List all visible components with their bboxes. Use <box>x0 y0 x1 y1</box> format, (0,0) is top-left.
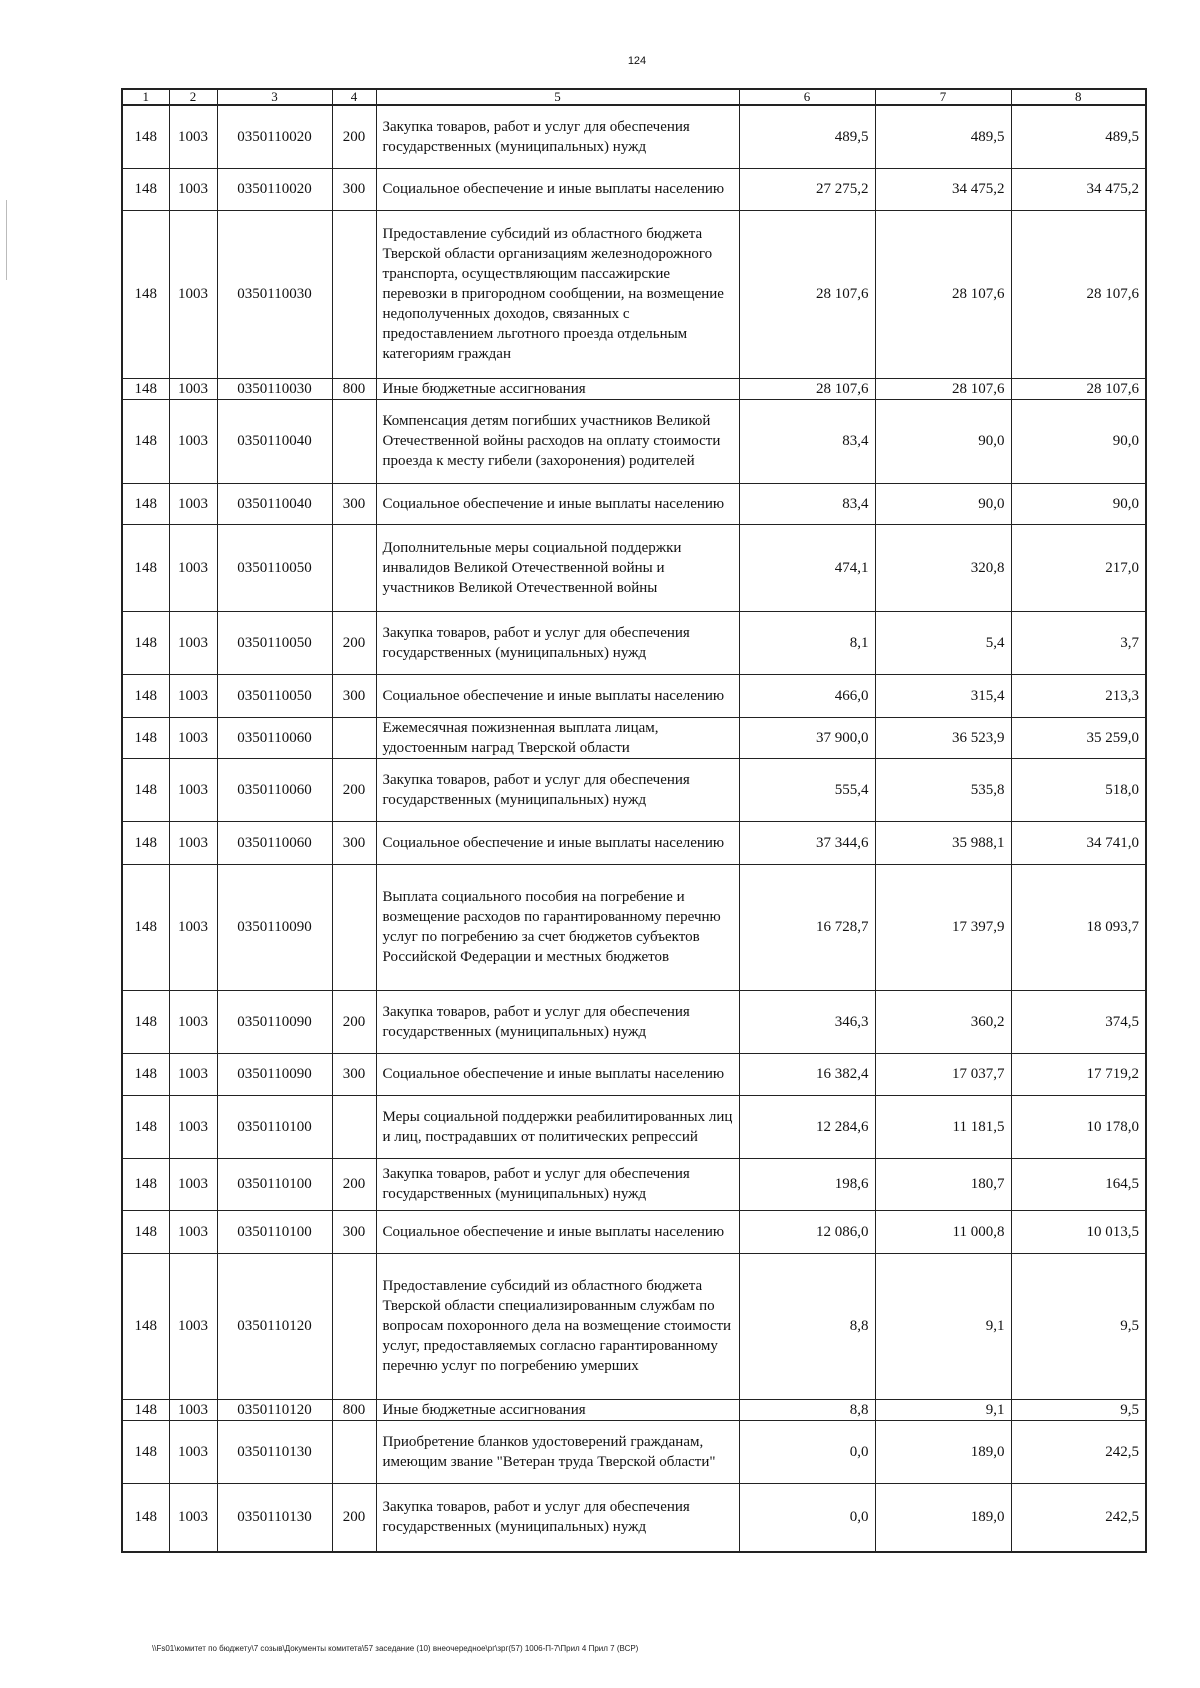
scan-edge-mark <box>6 200 7 280</box>
admin-code-cell: 148 <box>122 210 169 378</box>
budget-table <box>121 88 1147 1553</box>
expense-type-cell: 300 <box>332 1053 376 1095</box>
section-code-cell: 1003 <box>169 758 217 821</box>
amount-year1-cell: 37 344,6 <box>739 821 875 864</box>
expense-type-cell: 200 <box>332 105 376 168</box>
footer-file-path: \\Fs01\комитет по бюджету\7 созыв\Документы комитета\57 заседание (10) внеочередное\рг\зрг(57) 1006-П-7\Прил 4 Прил 7 (ВСР) <box>152 1644 639 1653</box>
table-row <box>122 758 1146 821</box>
amount-year3-cell: 90,0 <box>1011 483 1146 524</box>
amount-year3-cell: 518,0 <box>1011 758 1146 821</box>
section-code-cell: 1003 <box>169 674 217 717</box>
table-row <box>122 717 1146 758</box>
target-article-cell: 0350110020 <box>217 168 332 210</box>
amount-year3-cell: 28 107,6 <box>1011 210 1146 378</box>
section-code-cell: 1003 <box>169 1210 217 1253</box>
expense-type-cell: 200 <box>332 758 376 821</box>
target-article-cell: 0350110060 <box>217 717 332 758</box>
column-header: 6 <box>739 89 875 105</box>
target-article-cell: 0350110100 <box>217 1158 332 1210</box>
amount-year3-cell: 242,5 <box>1011 1483 1146 1552</box>
admin-code-cell: 148 <box>122 674 169 717</box>
amount-year3-cell: 3,7 <box>1011 611 1146 674</box>
amount-year1-cell: 16 382,4 <box>739 1053 875 1095</box>
amount-year3-cell: 9,5 <box>1011 1253 1146 1399</box>
expense-type-cell <box>332 1253 376 1399</box>
section-code-cell: 1003 <box>169 378 217 399</box>
budget-table-wrapper <box>121 88 1147 1553</box>
amount-year1-cell: 8,1 <box>739 611 875 674</box>
amount-year1-cell: 346,3 <box>739 990 875 1053</box>
admin-code-cell: 148 <box>122 990 169 1053</box>
amount-year2-cell: 36 523,9 <box>875 717 1011 758</box>
table-row <box>122 1158 1146 1210</box>
amount-year2-cell: 189,0 <box>875 1483 1011 1552</box>
expense-type-cell: 300 <box>332 674 376 717</box>
amount-year3-cell: 374,5 <box>1011 990 1146 1053</box>
expense-type-cell: 200 <box>332 1483 376 1552</box>
description-cell: Предоставление субсидий из областного бюджета Тверской области специализированным службам по вопросам похоронного дела на возмещение стоимости услуг, предоставляемых согласно гарантированному перечню услуг по погребению умерших <box>376 1253 739 1399</box>
table-row <box>122 524 1146 611</box>
expense-type-cell: 200 <box>332 990 376 1053</box>
section-code-cell: 1003 <box>169 105 217 168</box>
column-header: 8 <box>1011 89 1146 105</box>
amount-year3-cell: 90,0 <box>1011 399 1146 483</box>
table-row <box>122 1095 1146 1158</box>
expense-type-cell <box>332 210 376 378</box>
target-article-cell: 0350110040 <box>217 399 332 483</box>
amount-year1-cell: 12 086,0 <box>739 1210 875 1253</box>
description-cell: Выплата социального пособия на погребение и возмещение расходов по гарантированному перечню услуг по погребению за счет бюджетов субъектов Российской Федерации и местных бюджетов <box>376 864 739 990</box>
amount-year3-cell: 242,5 <box>1011 1420 1146 1483</box>
table-row <box>122 821 1146 864</box>
section-code-cell: 1003 <box>169 524 217 611</box>
target-article-cell: 0350110090 <box>217 1053 332 1095</box>
target-article-cell: 0350110120 <box>217 1399 332 1420</box>
amount-year2-cell: 17 037,7 <box>875 1053 1011 1095</box>
admin-code-cell: 148 <box>122 105 169 168</box>
description-cell: Социальное обеспечение и иные выплаты населению <box>376 483 739 524</box>
description-cell: Компенсация детям погибших участников Великой Отечественной войны расходов на оплату стоимости проезда к месту гибели (захоронения) родителей <box>376 399 739 483</box>
description-cell: Социальное обеспечение и иные выплаты населению <box>376 1210 739 1253</box>
column-header: 1 <box>122 89 169 105</box>
section-code-cell: 1003 <box>169 168 217 210</box>
amount-year3-cell: 17 719,2 <box>1011 1053 1146 1095</box>
section-code-cell: 1003 <box>169 1158 217 1210</box>
amount-year3-cell: 9,5 <box>1011 1399 1146 1420</box>
admin-code-cell: 148 <box>122 399 169 483</box>
expense-type-cell: 200 <box>332 1158 376 1210</box>
table-row <box>122 1420 1146 1483</box>
admin-code-cell: 148 <box>122 1253 169 1399</box>
description-cell: Социальное обеспечение и иные выплаты населению <box>376 821 739 864</box>
description-cell: Закупка товаров, работ и услуг для обеспечения государственных (муниципальных) нужд <box>376 1158 739 1210</box>
table-row <box>122 399 1146 483</box>
section-code-cell: 1003 <box>169 821 217 864</box>
amount-year3-cell: 34 475,2 <box>1011 168 1146 210</box>
amount-year3-cell: 10 178,0 <box>1011 1095 1146 1158</box>
table-row <box>122 168 1146 210</box>
admin-code-cell: 148 <box>122 611 169 674</box>
description-cell: Закупка товаров, работ и услуг для обеспечения государственных (муниципальных) нужд <box>376 611 739 674</box>
column-number-header-row <box>122 89 1146 105</box>
admin-code-cell: 148 <box>122 1483 169 1552</box>
amount-year2-cell: 9,1 <box>875 1399 1011 1420</box>
admin-code-cell: 148 <box>122 1210 169 1253</box>
column-header: 4 <box>332 89 376 105</box>
description-cell: Социальное обеспечение и иные выплаты населению <box>376 1053 739 1095</box>
section-code-cell: 1003 <box>169 611 217 674</box>
amount-year2-cell: 11 181,5 <box>875 1095 1011 1158</box>
target-article-cell: 0350110130 <box>217 1483 332 1552</box>
section-code-cell: 1003 <box>169 399 217 483</box>
amount-year2-cell: 90,0 <box>875 399 1011 483</box>
amount-year2-cell: 17 397,9 <box>875 864 1011 990</box>
target-article-cell: 0350110100 <box>217 1095 332 1158</box>
admin-code-cell: 148 <box>122 717 169 758</box>
amount-year1-cell: 555,4 <box>739 758 875 821</box>
expense-type-cell: 200 <box>332 611 376 674</box>
section-code-cell: 1003 <box>169 864 217 990</box>
table-row <box>122 864 1146 990</box>
expense-type-cell <box>332 399 376 483</box>
amount-year3-cell: 164,5 <box>1011 1158 1146 1210</box>
amount-year2-cell: 315,4 <box>875 674 1011 717</box>
amount-year1-cell: 8,8 <box>739 1399 875 1420</box>
table-row <box>122 674 1146 717</box>
admin-code-cell: 148 <box>122 821 169 864</box>
expense-type-cell <box>332 1095 376 1158</box>
section-code-cell: 1003 <box>169 483 217 524</box>
target-article-cell: 0350110090 <box>217 864 332 990</box>
table-row <box>122 1253 1146 1399</box>
target-article-cell: 0350110040 <box>217 483 332 524</box>
target-article-cell: 0350110060 <box>217 758 332 821</box>
section-code-cell: 1003 <box>169 1420 217 1483</box>
description-cell: Социальное обеспечение и иные выплаты населению <box>376 168 739 210</box>
admin-code-cell: 148 <box>122 1420 169 1483</box>
amount-year2-cell: 35 988,1 <box>875 821 1011 864</box>
admin-code-cell: 148 <box>122 758 169 821</box>
target-article-cell: 0350110090 <box>217 990 332 1053</box>
target-article-cell: 0350110030 <box>217 378 332 399</box>
column-header: 2 <box>169 89 217 105</box>
section-code-cell: 1003 <box>169 1053 217 1095</box>
table-row <box>122 611 1146 674</box>
description-cell: Меры социальной поддержки реабилитированных лиц и лиц, пострадавших от политических репрессий <box>376 1095 739 1158</box>
description-cell: Закупка товаров, работ и услуг для обеспечения государственных (муниципальных) нужд <box>376 1483 739 1552</box>
amount-year3-cell: 489,5 <box>1011 105 1146 168</box>
amount-year1-cell: 27 275,2 <box>739 168 875 210</box>
amount-year2-cell: 11 000,8 <box>875 1210 1011 1253</box>
description-cell: Ежемесячная пожизненная выплата лицам, удостоенным наград Тверской области <box>376 717 739 758</box>
table-row <box>122 378 1146 399</box>
expense-type-cell: 800 <box>332 1399 376 1420</box>
amount-year1-cell: 37 900,0 <box>739 717 875 758</box>
description-cell: Иные бюджетные ассигнования <box>376 378 739 399</box>
amount-year2-cell: 180,7 <box>875 1158 1011 1210</box>
admin-code-cell: 148 <box>122 168 169 210</box>
section-code-cell: 1003 <box>169 717 217 758</box>
admin-code-cell: 148 <box>122 1053 169 1095</box>
amount-year2-cell: 5,4 <box>875 611 1011 674</box>
page-number: 124 <box>627 55 647 67</box>
description-cell: Закупка товаров, работ и услуг для обеспечения государственных (муниципальных) нужд <box>376 105 739 168</box>
column-header: 7 <box>875 89 1011 105</box>
description-cell: Предоставление субсидий из областного бюджета Тверской области организациям железнодорожного транспорта, осуществляющим пассажирские перевозки в пригородном сообщении, на возмещение недополученных доходов, связанных с предоставлением льготного проезда отдельным категориям граждан <box>376 210 739 378</box>
amount-year1-cell: 0,0 <box>739 1483 875 1552</box>
table-row <box>122 1210 1146 1253</box>
expense-type-cell: 300 <box>332 821 376 864</box>
admin-code-cell: 148 <box>122 1399 169 1420</box>
amount-year1-cell: 8,8 <box>739 1253 875 1399</box>
amount-year2-cell: 9,1 <box>875 1253 1011 1399</box>
expense-type-cell <box>332 1420 376 1483</box>
admin-code-cell: 148 <box>122 483 169 524</box>
expense-type-cell: 800 <box>332 378 376 399</box>
amount-year1-cell: 28 107,6 <box>739 210 875 378</box>
section-code-cell: 1003 <box>169 1253 217 1399</box>
amount-year1-cell: 12 284,6 <box>739 1095 875 1158</box>
column-header: 3 <box>217 89 332 105</box>
amount-year2-cell: 360,2 <box>875 990 1011 1053</box>
admin-code-cell: 148 <box>122 1158 169 1210</box>
expense-type-cell: 300 <box>332 483 376 524</box>
expense-type-cell <box>332 864 376 990</box>
amount-year2-cell: 90,0 <box>875 483 1011 524</box>
table-row <box>122 990 1146 1053</box>
column-header: 5 <box>376 89 739 105</box>
target-article-cell: 0350110130 <box>217 1420 332 1483</box>
amount-year1-cell: 474,1 <box>739 524 875 611</box>
target-article-cell: 0350110020 <box>217 105 332 168</box>
section-code-cell: 1003 <box>169 990 217 1053</box>
amount-year3-cell: 34 741,0 <box>1011 821 1146 864</box>
amount-year1-cell: 0,0 <box>739 1420 875 1483</box>
description-cell: Дополнительные меры социальной поддержки инвалидов Великой Отечественной войны и участников Великой Отечественной войны <box>376 524 739 611</box>
admin-code-cell: 148 <box>122 864 169 990</box>
description-cell: Закупка товаров, работ и услуг для обеспечения государственных (муниципальных) нужд <box>376 990 739 1053</box>
amount-year3-cell: 18 093,7 <box>1011 864 1146 990</box>
amount-year2-cell: 535,8 <box>875 758 1011 821</box>
admin-code-cell: 148 <box>122 524 169 611</box>
target-article-cell: 0350110030 <box>217 210 332 378</box>
amount-year1-cell: 83,4 <box>739 483 875 524</box>
section-code-cell: 1003 <box>169 1483 217 1552</box>
description-cell: Иные бюджетные ассигнования <box>376 1399 739 1420</box>
target-article-cell: 0350110120 <box>217 1253 332 1399</box>
amount-year2-cell: 28 107,6 <box>875 378 1011 399</box>
amount-year1-cell: 16 728,7 <box>739 864 875 990</box>
section-code-cell: 1003 <box>169 1095 217 1158</box>
amount-year3-cell: 28 107,6 <box>1011 378 1146 399</box>
amount-year1-cell: 466,0 <box>739 674 875 717</box>
table-row <box>122 210 1146 378</box>
section-code-cell: 1003 <box>169 1399 217 1420</box>
amount-year2-cell: 28 107,6 <box>875 210 1011 378</box>
expense-type-cell: 300 <box>332 168 376 210</box>
amount-year3-cell: 213,3 <box>1011 674 1146 717</box>
section-code-cell: 1003 <box>169 210 217 378</box>
table-row <box>122 1483 1146 1552</box>
amount-year1-cell: 83,4 <box>739 399 875 483</box>
target-article-cell: 0350110050 <box>217 674 332 717</box>
amount-year3-cell: 217,0 <box>1011 524 1146 611</box>
amount-year1-cell: 28 107,6 <box>739 378 875 399</box>
amount-year2-cell: 189,0 <box>875 1420 1011 1483</box>
amount-year3-cell: 10 013,5 <box>1011 1210 1146 1253</box>
table-body <box>122 105 1146 1552</box>
table-row <box>122 483 1146 524</box>
amount-year2-cell: 320,8 <box>875 524 1011 611</box>
description-cell: Приобретение бланков удостоверений гражданам, имеющим звание "Ветеран труда Тверской области" <box>376 1420 739 1483</box>
target-article-cell: 0350110100 <box>217 1210 332 1253</box>
target-article-cell: 0350110060 <box>217 821 332 864</box>
table-row <box>122 105 1146 168</box>
amount-year2-cell: 34 475,2 <box>875 168 1011 210</box>
target-article-cell: 0350110050 <box>217 611 332 674</box>
target-article-cell: 0350110050 <box>217 524 332 611</box>
description-cell: Закупка товаров, работ и услуг для обеспечения государственных (муниципальных) нужд <box>376 758 739 821</box>
amount-year1-cell: 198,6 <box>739 1158 875 1210</box>
admin-code-cell: 148 <box>122 1095 169 1158</box>
amount-year3-cell: 35 259,0 <box>1011 717 1146 758</box>
table-row <box>122 1399 1146 1420</box>
admin-code-cell: 148 <box>122 378 169 399</box>
description-cell: Социальное обеспечение и иные выплаты населению <box>376 674 739 717</box>
expense-type-cell: 300 <box>332 1210 376 1253</box>
expense-type-cell <box>332 524 376 611</box>
expense-type-cell <box>332 717 376 758</box>
amount-year1-cell: 489,5 <box>739 105 875 168</box>
table-row <box>122 1053 1146 1095</box>
amount-year2-cell: 489,5 <box>875 105 1011 168</box>
